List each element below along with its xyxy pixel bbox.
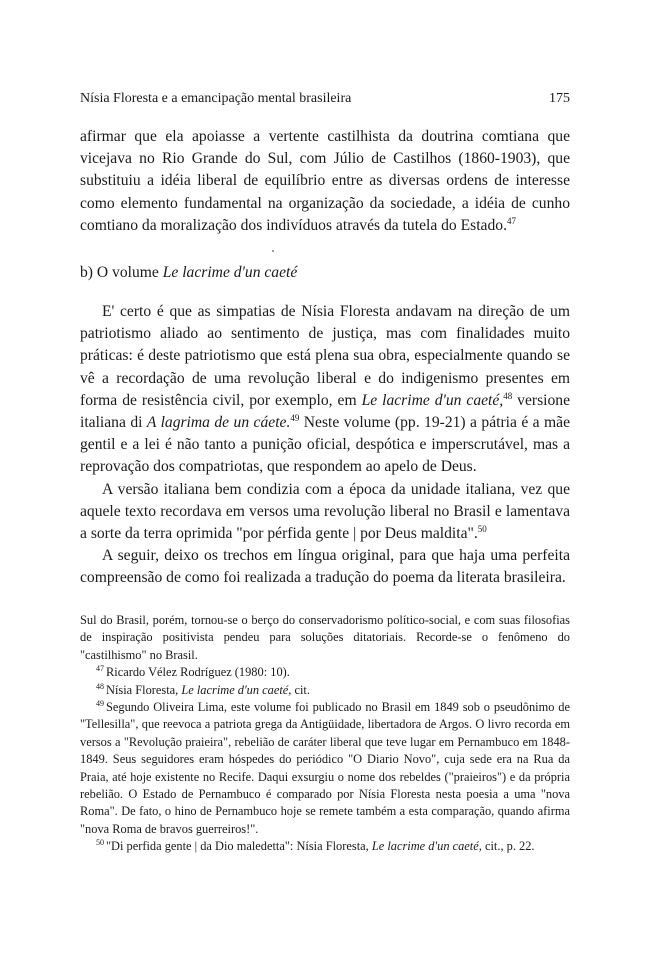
section-label: b) O volume <box>80 264 163 281</box>
running-head <box>80 90 570 108</box>
footnote-50 <box>80 838 570 855</box>
running-head-title: Nísia Floresta e a emancipação mental brasileira <box>80 91 352 106</box>
stray-mark <box>272 250 274 252</box>
body-paragraph-3 <box>80 545 570 589</box>
footnote-48 <box>80 682 570 699</box>
p1-text-b: versione italiana di <box>80 391 570 432</box>
footnote-50-text-b: cit., p. 22. <box>481 839 535 854</box>
section-heading <box>80 263 570 283</box>
footnote-48-text-b: cit. <box>291 682 310 697</box>
footnotes <box>80 612 570 856</box>
p1-italic-2: A lagrima de un cáete. <box>146 414 291 432</box>
footnote-48-italic: Le lacrime d'un caeté, <box>181 682 292 697</box>
footnote-50-italic: Le lacrime d'un caeté, <box>371 839 482 854</box>
footnote-continued: Sul do Brasil, porém, tornou-se o berço do conservadorismo político-social, e com suas filosofias de inspiração positivista pendeu para soluções ditatoriais. Recorde-se o fenômeno do "castilhismo" no Brasil. <box>80 613 570 662</box>
footnote-49-number: 49 <box>96 698 104 708</box>
p2-text: A versão italiana bem condizia com a época da unidade italiana, vez que aquele texto recordava em versos uma revolução liberal no Brasil e lamentava a sorte da terra oprimida "por pérfida gente | por Deus maldita". <box>80 480 570 543</box>
p1-text-a: E' certo é que as simpatias de Nísia Floresta andavam na direção de um patriotismo aliado ao sentimento de justiça, mas com finalidades muito práticas: é deste patriotismo que está plena sua obra, especialmente quando se vê a recordação de uma revolução liberal e do indigenismo presentes em forma de resistência civil, por exemplo, em <box>80 303 570 409</box>
p1-italic-1: Le lacrime d'un caeté, <box>361 391 504 409</box>
footnote-50-number: 50 <box>96 838 104 848</box>
body-paragraph-1 <box>80 301 570 479</box>
page-number: 175 <box>549 91 570 106</box>
p3-text: A seguir, deixo os trechos em língua original, para que haja uma perfeita compreensão de como foi realizada a tradução do poema da literata brasileira. <box>80 547 570 587</box>
footnote-49-text: Segundo Oliveira Lima, este volume foi publicado no Brasil em 1849 sob o pseudônimo de "Tellesilla", que reevoca a patriota grega da Antigüidade, libertadora de Argos. O livro recorda em versos a "Revolução praieira", rebelião de caráter liberal que teve lugar em Pernambuco em 1848-1849. Seus seguidores eram hóspedes do periódico "O Diario Novo", cuja sede era na Rua da Praia, até hoje existente no Recife. Daqui exsurgiu o nome dos rebeldes ("praieiros") e da própria rebelião. O Estado de Pernambuco é comparado por Nísia Floresta nesta poesia a uma "nova Roma". De fato, o hino de Pernambuco hoje se remete também a esta comparação, quando afirma "nova Roma de bravos guerreiros!". <box>80 700 570 836</box>
footnote-47-text: Ricardo Vélez Rodríguez (1980: 10). <box>106 665 290 680</box>
footnote-47-number: 47 <box>96 664 104 674</box>
footnote-ref-50: 50 <box>477 523 487 534</box>
footnote-ref-48: 48 <box>503 390 513 401</box>
section-body <box>80 301 570 590</box>
section-title: Le lacrime d'un caeté <box>162 264 298 281</box>
footnote-47 <box>80 664 570 681</box>
intro-paragraph <box>80 126 570 237</box>
body-paragraph-2 <box>80 479 570 546</box>
footnote-ref-47: 47 <box>506 215 516 226</box>
footnote-48-number: 48 <box>96 681 104 691</box>
footnote-ref-49: 49 <box>290 412 300 423</box>
intro-text: afirmar que ela apoiasse a vertente castilhista da doutrina comtiana que vicejava no Rio Grande do Sul, com Júlio de Castilhos (1860-1903), que substituiu a idéia liberal de equilíbrio entre as diversas ordens de interesse como elemento fundamental na organização da sociedade, a idéia de cunho comtiano da moralização dos indivíduos através da tutela do Estado. <box>80 128 570 234</box>
footnote-49 <box>80 699 570 838</box>
p1-text-c: Neste volume (pp. 19-21) a pátria é a mãe gentil e a lei é não tanto a punição oficial, despótica e imperscrutável, mas a reprovação dos compatriotas, que respondem ao apelo de Deus. <box>80 414 571 476</box>
footnote-50-text-a: "Di perfida gente | da Dio maledetta": Nísia Floresta, <box>106 839 372 854</box>
footnote-48-text-a: Nísia Floresta, <box>106 682 182 697</box>
